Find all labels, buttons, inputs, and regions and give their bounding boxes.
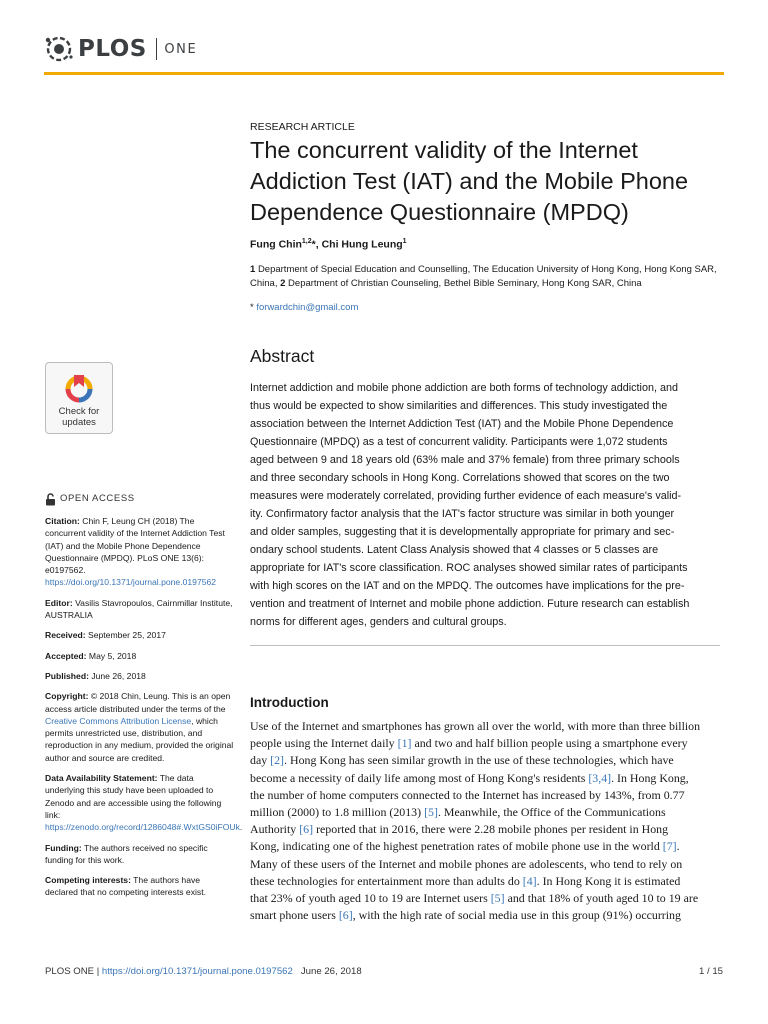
data-availability-end: . — [239, 822, 243, 833]
introduction-line — [250, 821, 722, 838]
introduction-text: reported that in 2016, there were 2.28 mobile phones per resident in Hong — [313, 822, 669, 837]
data-availability-block — [45, 772, 243, 833]
abstract-line: aged between 9 and 18 years old (63% male and 37% female) from three primary schools — [250, 454, 680, 466]
citation-block — [45, 515, 235, 589]
plos-logo[interactable] — [44, 34, 197, 64]
author-affiliation-sup: 1 — [402, 238, 407, 245]
funding-text: The authors received no specific funding for this work. — [45, 842, 208, 865]
received-label: Received: — [45, 630, 86, 641]
introduction-text: . In Hong Kong, — [611, 770, 689, 785]
introduction-line — [250, 890, 722, 907]
introduction-line — [250, 907, 722, 924]
competing-interests-text: The authors have declared that no competing interests exist. — [45, 875, 206, 898]
editor-label: Editor: — [45, 597, 73, 608]
introduction-text: these technologies for entertainment more than adults do — [250, 873, 523, 888]
email-mark: * — [250, 302, 254, 313]
citation-text: Chin F, Leung CH (2018) The concurrent validity of the Internet Addiction Test (IAT) and the Mobile Phone Dependence Questionnaire (MPDQ). PLoS ONE 13(6): e0197562. — [45, 516, 225, 576]
journal-name: PLOS — [78, 36, 147, 62]
reference-link[interactable]: [5] — [424, 805, 438, 820]
abstract-heading: Abstract — [250, 346, 315, 366]
introduction-text: day — [250, 753, 271, 768]
data-availability-text: The data underlying this study have been uploaded to Zenodo and are accessible using the following link: — [45, 773, 222, 820]
introduction-text: become a necessity of daily life among most of Hong Kong's residents — [250, 770, 589, 785]
author-name[interactable]: Fung Chin — [250, 238, 302, 251]
abstract-divider — [250, 645, 720, 646]
abstract-line: ondary school students. Latent Class Analysis showed that 4 classes or 5 classes are — [250, 544, 659, 556]
introduction-text: . In Hong Kong it is estimated — [536, 873, 681, 888]
introduction-line — [250, 718, 722, 735]
introduction-text: the number of home computers connected to the Internet has increased by 143%, from 0.77 — [250, 787, 685, 802]
introduction-text: , with the high rate of social media use in this group (91%) occurring — [352, 908, 681, 923]
sidebar — [45, 493, 243, 907]
introduction-text: . — [676, 839, 680, 854]
introduction-line — [250, 873, 722, 890]
funding-label: Funding: — [45, 842, 82, 853]
logo-divider — [156, 38, 158, 60]
received-block — [45, 629, 235, 641]
copyright-text: , which permits unrestricted use, distribution, and reproduction in any medium, provided the original author and source are credited. — [45, 715, 234, 763]
footer-date: June 26, 2018 — [300, 966, 362, 977]
introduction-line — [250, 752, 722, 769]
footer-doi-link[interactable]: https://doi.org/10.1371/journal.pone.0197562 — [101, 966, 293, 977]
reference-link[interactable]: [4] — [522, 873, 537, 888]
reference-link[interactable]: [5] — [490, 891, 505, 906]
page-footer — [45, 966, 723, 977]
affiliation-text: Department of Christian Counseling, Bethel Bible Seminary, Hong Kong SAR, China — [288, 278, 642, 289]
email-link[interactable]: forwardchin@gmail.com — [256, 302, 359, 313]
author-name[interactable]: Chi Hung Leung — [321, 238, 403, 251]
corresponding-mark: * — [311, 238, 316, 251]
introduction-text: . Meanwhile, the Office of the Communications — [437, 805, 666, 820]
reference-link[interactable]: [1] — [397, 736, 412, 751]
article-title: The concurrent validity of the Internet Addiction Test (IAT) and the Mobile Phone Dependence Questionnaire (MPDQ) — [250, 137, 689, 225]
corresponding-email — [250, 302, 358, 313]
editor-block — [45, 597, 235, 622]
abstract-line: vention and treatment of Internet and mobile phone addiction. Future research can establish — [250, 598, 690, 610]
citation-doi-link[interactable]: https://doi.org/10.1371/journal.pone.0197562 — [45, 577, 217, 588]
introduction-line — [250, 787, 722, 804]
introduction-text: Authority — [250, 822, 300, 837]
received-date: September 25, 2017 — [85, 630, 166, 641]
competing-interests-label: Competing interests: — [45, 875, 131, 886]
author-affiliation-sup: 1,2 — [301, 238, 312, 245]
zenodo-link[interactable]: https://zenodo.org/record/1286048#.WxtGS0iFOUk — [45, 822, 240, 833]
journal-section: ONE — [164, 41, 198, 57]
introduction-line — [250, 804, 722, 821]
copyright-text: © 2018 Chin, Leung. This is an open access article distributed under the terms of the — [45, 691, 231, 714]
introduction-text: and that 18% of youth aged 10 to 19 are — [504, 891, 699, 906]
abstract-body — [250, 379, 718, 631]
introduction-line — [250, 770, 722, 787]
abstract-line: appropriate for IAT's score classification. ROC analyses showed similar rates of participants — [250, 562, 688, 574]
abstract-line: Internet addiction and mobile phone addiction are both forms of technology addiction, and — [250, 382, 678, 394]
abstract-line: norms for different ages, genders and cultural groups. — [250, 616, 507, 628]
accepted-block — [45, 650, 235, 662]
open-access-text: OPEN ACCESS — [60, 493, 135, 505]
affiliation-number: 2 — [280, 278, 286, 289]
affiliation-number: 1 — [250, 264, 256, 275]
affiliation-text: Department of Special Education and Counselling, The Education University of Hong Kong, Hong Kong SAR, China, — [250, 264, 717, 289]
author-list — [250, 238, 407, 251]
introduction-text: . Hong Kong has seen similar growth in the use of these technologies, which have — [284, 753, 674, 768]
plos-mark-icon — [44, 34, 74, 64]
competing-interests-block — [45, 874, 235, 899]
badge-line: updates — [62, 417, 96, 428]
introduction-text: Use of the Internet and smartphones has grown all over the world, with more than three billion — [250, 719, 701, 733]
abstract-line: measures were moderately correlated, providing further evidence of each measure's valid- — [250, 490, 682, 502]
accepted-label: Accepted: — [45, 650, 87, 661]
abstract-line: and older samples, suggesting that it is developmentally appropriate for primary and sec- — [250, 526, 675, 538]
introduction-line — [250, 838, 722, 855]
journal-header — [44, 28, 724, 76]
article-type: RESEARCH ARTICLE — [250, 121, 355, 133]
published-date: June 26, 2018 — [88, 670, 146, 681]
license-link[interactable]: Creative Commons Attribution License — [45, 715, 192, 726]
footer-separator: | — [94, 966, 102, 977]
reference-link[interactable]: [6] — [338, 908, 353, 923]
introduction-text: that 23% of youth aged 10 to 19 are Internet users — [250, 891, 491, 906]
abstract-line: and three secondary schools in Hong Kong. Correlations showed that scores on the two — [250, 472, 670, 484]
copyright-label: Copyright: — [45, 691, 89, 702]
introduction-line — [250, 856, 722, 873]
badge-line: Check for — [58, 406, 100, 417]
introduction-text: million (2000) to 1.8 million (2013) — [250, 805, 425, 820]
reference-link[interactable]: [6] — [299, 822, 314, 837]
data-availability-label: Data Availability Statement: — [45, 773, 158, 784]
introduction-text: people using the Internet daily — [250, 736, 398, 751]
introduction-text: smart phone users — [250, 908, 339, 923]
funding-block — [45, 842, 235, 867]
accepted-date: May 5, 2018 — [86, 650, 137, 661]
introduction-line — [250, 735, 722, 752]
author-separator: , — [315, 238, 322, 251]
abstract-line: association between the Internet Addiction Test (IAT) and the Mobile Phone Dependence — [250, 418, 674, 430]
introduction-text: Kong, indicating one of the highest penetration rates of mobile phone use in the world — [250, 839, 663, 854]
abstract-line: Questionnaire (MPDQ) as a test of concurrent validity. Participants were 1,072 students — [250, 436, 668, 448]
introduction-text: and two and half billion people using a smartphone every — [411, 736, 688, 751]
introduction-text: Many of these users of the Internet and mobile phones are adolescents, who tend to rely on — [250, 856, 683, 871]
check-for-updates-badge[interactable] — [45, 362, 113, 434]
affiliations — [250, 263, 720, 291]
published-block — [45, 670, 235, 682]
reference-link[interactable]: [3,4] — [588, 770, 612, 785]
abstract-line: ity. Confirmatory factor analysis that the IAT's factor structure was similar in both younger — [250, 508, 675, 520]
introduction-heading: Introduction — [250, 695, 329, 710]
footer-journal: PLOS ONE — [45, 966, 95, 977]
published-label: Published: — [45, 670, 89, 681]
copyright-block — [45, 690, 235, 764]
introduction-body — [250, 718, 722, 924]
editor-text: Vasilis Stavropoulos, Cairnmillar Institute, AUSTRALIA — [45, 597, 233, 621]
check-updates-icon — [62, 369, 96, 403]
abstract-line: with high scores on the IAT and on the MPDQ. The outcomes have implications for the pre- — [250, 580, 685, 592]
reference-link[interactable]: [2] — [270, 753, 285, 768]
page-number: 1 / 15 — [698, 966, 723, 977]
open-access-label — [45, 493, 235, 506]
header-accent-line — [44, 72, 724, 75]
citation-label: Citation: — [45, 516, 80, 526]
open-lock-icon — [45, 493, 56, 506]
abstract-line: thus would be expected to show similarities and differences. This study investigated the — [250, 400, 668, 412]
badge-label — [46, 406, 112, 428]
reference-link[interactable]: [7] — [662, 839, 677, 854]
